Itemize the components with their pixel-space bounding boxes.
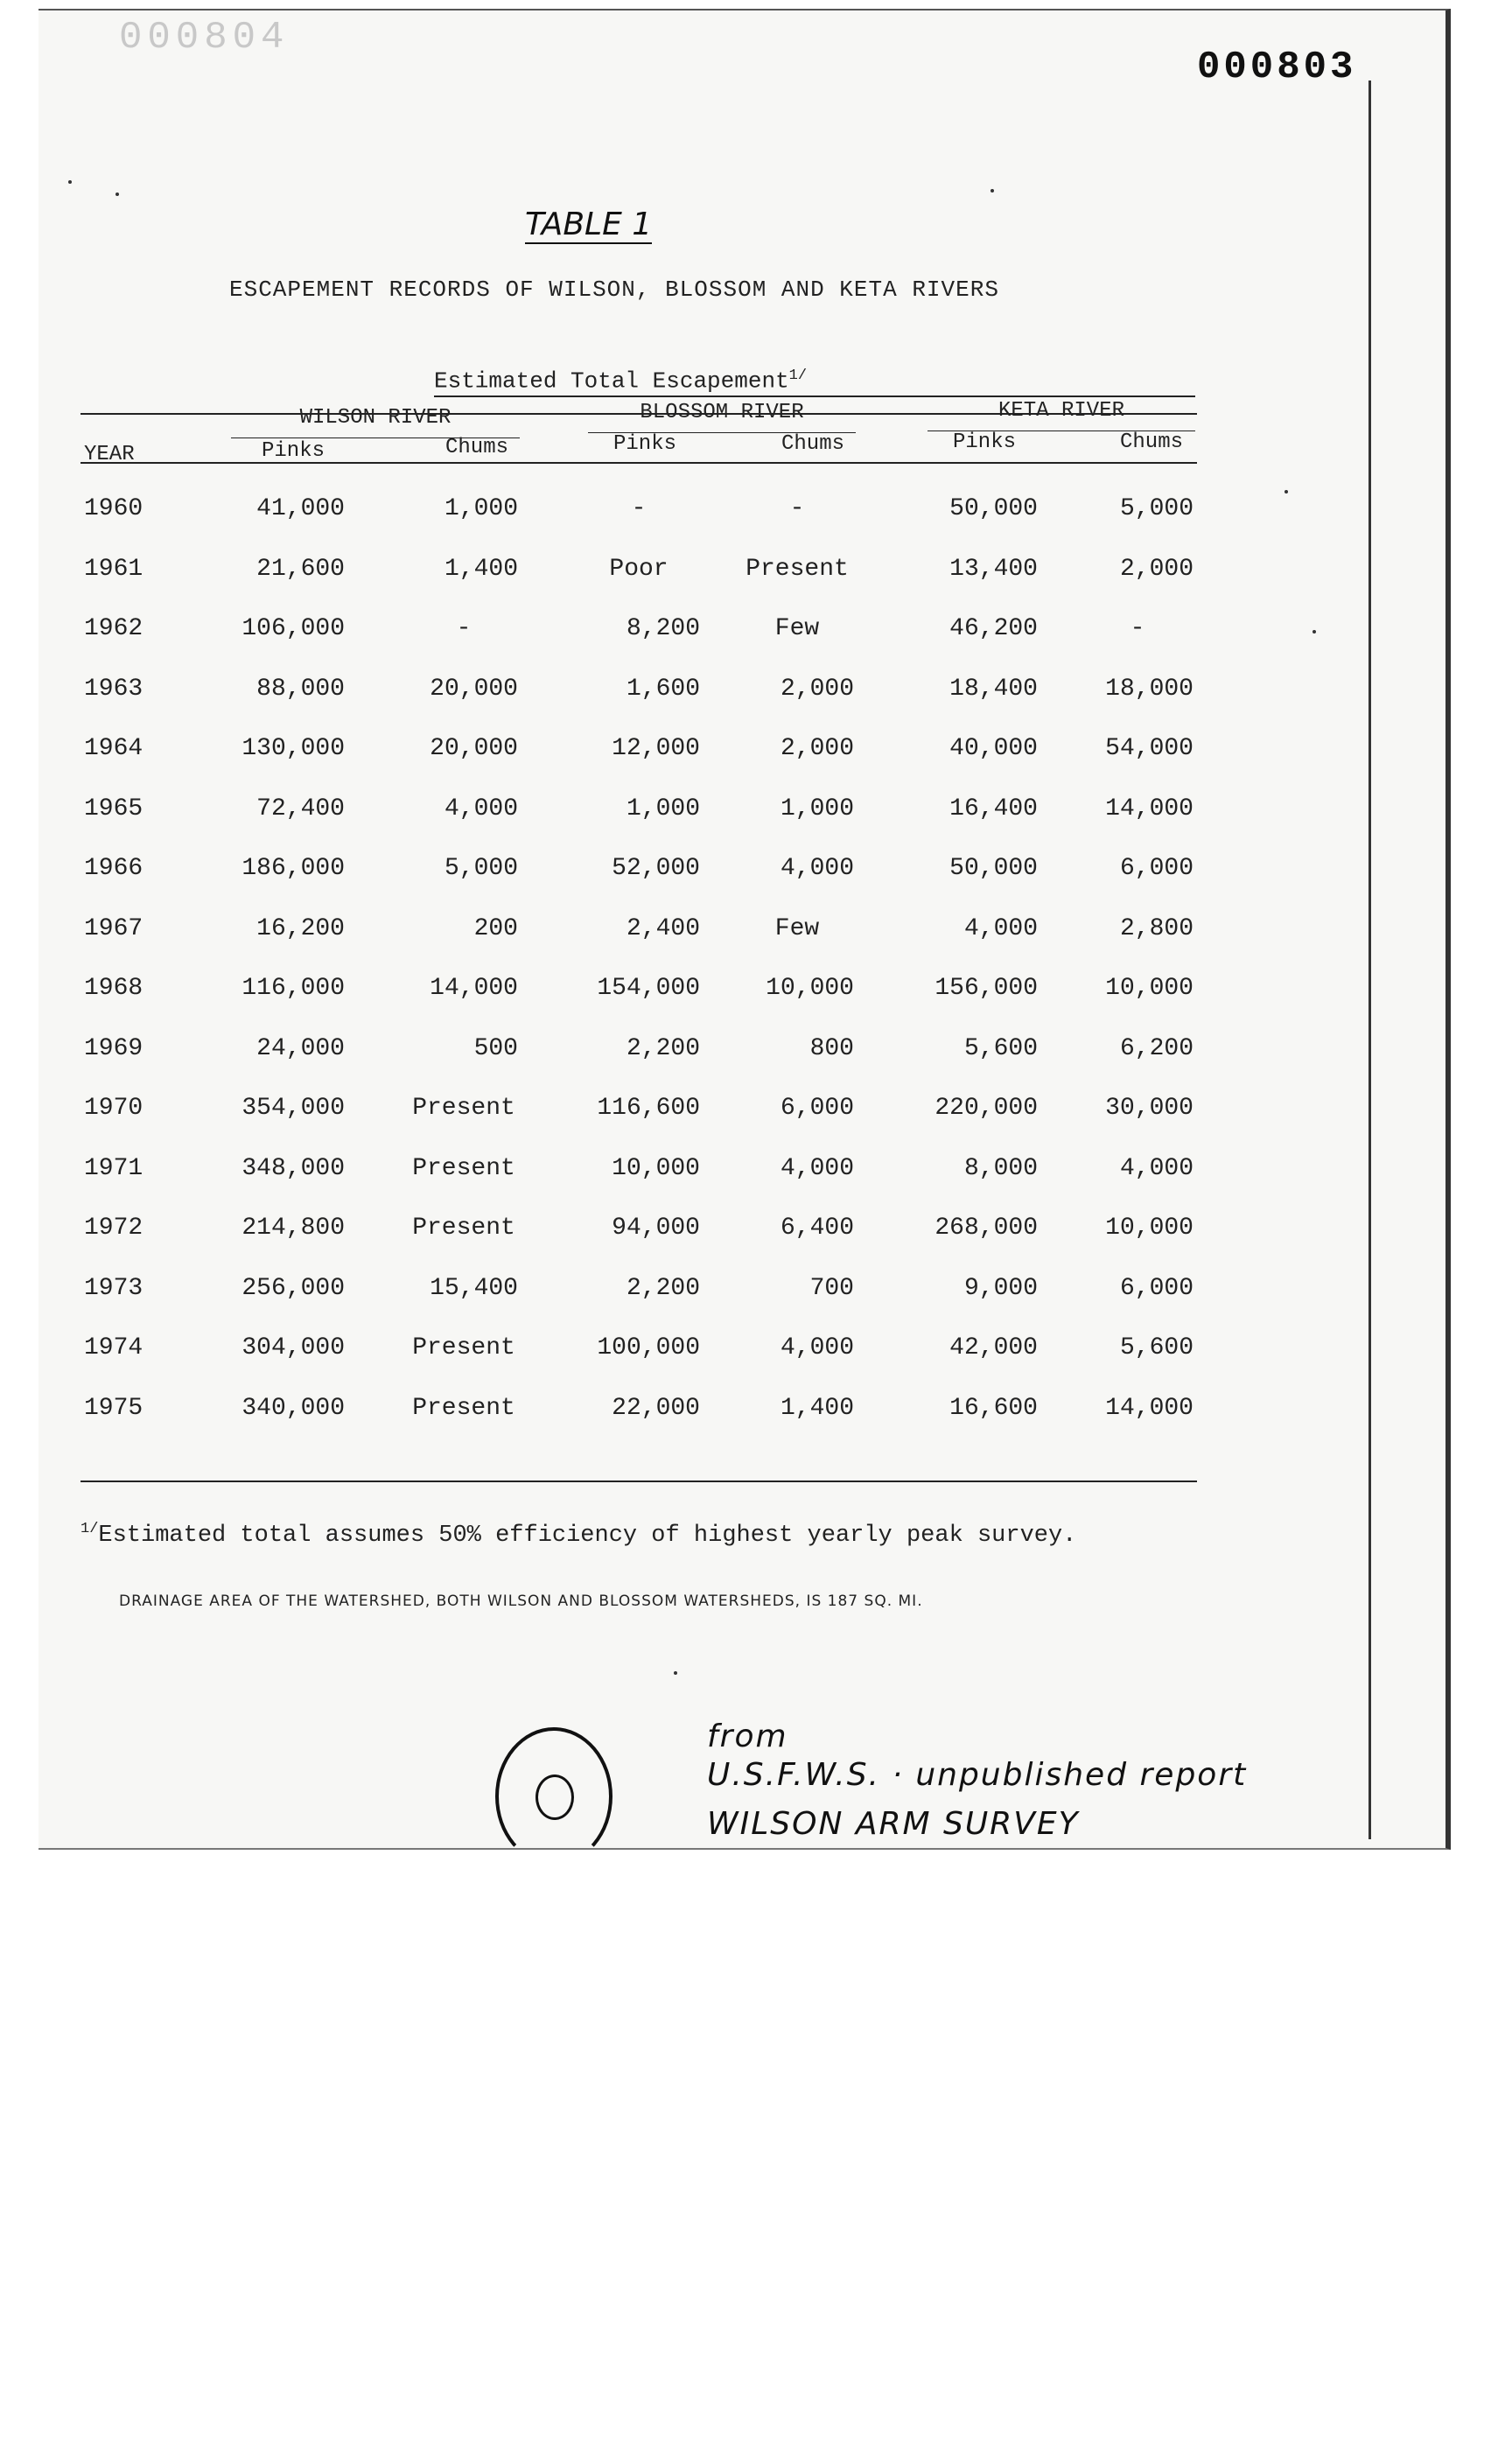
keta-pinks-cell: 16,400 — [949, 795, 1038, 822]
page-edge-line — [1368, 80, 1371, 1839]
scan-speck — [1284, 490, 1288, 494]
wilson-pinks-cell: 214,800 — [242, 1214, 345, 1242]
scan-speck — [116, 192, 119, 196]
year-cell: 1969 — [84, 1035, 144, 1062]
blossom-pinks-cell: 100,000 — [597, 1334, 700, 1362]
keta-pinks-cell: 42,000 — [949, 1334, 1038, 1362]
table-title: ESCAPEMENT RECORDS OF WILSON, BLOSSOM AND KETA RIVERS — [229, 276, 999, 303]
blossom-pinks-cell: 154,000 — [597, 975, 700, 1002]
drainage-area-note: DRAINAGE AREA OF THE WATERSHED, BOTH WILSON AND BLOSSOM WATERSHEDS, IS 187 SQ. MI. — [119, 1592, 923, 1610]
keta-pinks-header: Pinks — [952, 430, 1016, 454]
blossom-chums-cell: 4,000 — [780, 855, 854, 882]
estimated-total-heading: Estimated Total Escapement$^{1/}$ — [434, 368, 808, 395]
blossom-pinks-cell: 1,600 — [626, 676, 700, 703]
wilson-chums-cell: 20,000 — [430, 735, 518, 762]
blossom-chums-cell: 6,000 — [780, 1095, 854, 1122]
keta-chums-cell: 6,000 — [1119, 1275, 1194, 1302]
wilson-chums-cell: 4,000 — [444, 795, 518, 822]
page-number: 000803 — [1197, 46, 1357, 89]
year-cell: 1961 — [84, 556, 144, 583]
year-cell: 1972 — [84, 1214, 144, 1242]
blossom-chums-cell: Few — [774, 915, 820, 942]
blossom-chums-cell: 6,400 — [780, 1214, 854, 1242]
blossom-pinks-cell: 1,000 — [626, 795, 700, 822]
wilson-chums-cell: 14,000 — [430, 975, 518, 1002]
wilson-pinks-cell: 21,600 — [256, 556, 345, 583]
scan-speck — [1312, 630, 1316, 634]
blossom-pinks-cell: 2,200 — [626, 1275, 700, 1302]
year-cell: 1962 — [84, 615, 144, 642]
keta-chums-cell: 14,000 — [1105, 795, 1194, 822]
keta-pinks-cell: 220,000 — [934, 1095, 1038, 1122]
wilson-chums-header: Chums — [444, 436, 508, 459]
blossom-pinks-cell: 8,200 — [626, 615, 700, 642]
faded-page-number: 000804 — [119, 16, 290, 60]
keta-river-header: KETA RIVER — [998, 399, 1125, 423]
blossom-pinks-cell: 94,000 — [612, 1214, 700, 1242]
wilson-chums-cell: Present — [412, 1334, 515, 1362]
footnote: $^{1/}$Estimated total assumes 50% efficiency of highest yearly peak survey. — [80, 1521, 1077, 1549]
keta-pinks-cell: 16,600 — [949, 1395, 1038, 1422]
blossom-pinks-cell: 116,600 — [597, 1095, 700, 1122]
keta-pinks-cell: 50,000 — [949, 495, 1038, 522]
header-rule-top — [434, 396, 1195, 397]
wilson-pinks-cell: 348,000 — [242, 1155, 345, 1182]
keta-chums-cell: 2,000 — [1119, 556, 1194, 583]
keta-pinks-cell: 156,000 — [934, 975, 1038, 1002]
wilson-chums-cell: 1,000 — [444, 495, 518, 522]
scan-speck — [674, 1671, 677, 1675]
year-cell: 1974 — [84, 1334, 144, 1362]
blossom-pinks-header: Pinks — [612, 432, 676, 456]
wilson-pinks-cell: 304,000 — [242, 1334, 345, 1362]
wilson-pinks-cell: 72,400 — [256, 795, 345, 822]
scan-speck — [68, 180, 72, 184]
wilson-pinks-cell: 340,000 — [242, 1395, 345, 1422]
year-cell: 1970 — [84, 1095, 144, 1122]
wilson-pinks-cell: 186,000 — [242, 855, 345, 882]
blossom-chums-cell: 1,400 — [780, 1395, 854, 1422]
blossom-pinks-cell: 10,000 — [612, 1155, 700, 1182]
wilson-chums-cell: 20,000 — [430, 676, 518, 703]
scan-speck — [990, 189, 994, 192]
keta-pinks-cell: 5,600 — [963, 1035, 1038, 1062]
year-cell: 1964 — [84, 735, 144, 762]
handwritten-from: from — [707, 1718, 788, 1754]
keta-chums-cell: 54,000 — [1105, 735, 1194, 762]
year-cell: 1963 — [84, 676, 144, 703]
blossom-chums-cell: 4,000 — [780, 1334, 854, 1362]
keta-chums-cell: 4,000 — [1119, 1155, 1194, 1182]
blossom-pinks-cell: Poor — [609, 556, 668, 583]
keta-chums-cell: - — [1130, 615, 1145, 642]
year-cell: 1971 — [84, 1155, 144, 1182]
keta-chums-cell: 10,000 — [1105, 1214, 1194, 1242]
handwritten-source: U.S.F.W.S. · unpublished report — [707, 1757, 1248, 1793]
wilson-pinks-cell: 130,000 — [242, 735, 345, 762]
keta-pinks-cell: 9,000 — [963, 1275, 1038, 1302]
keta-chums-cell: 14,000 — [1105, 1395, 1194, 1422]
blossom-chums-cell: 1,000 — [780, 795, 854, 822]
keta-chums-header: Chums — [1119, 430, 1183, 454]
blossom-chums-cell: 700 — [809, 1275, 854, 1302]
year-cell: 1973 — [84, 1275, 144, 1302]
blossom-chums-header: Chums — [780, 432, 844, 456]
blossom-river-header: BLOSSOM RIVER — [640, 401, 804, 424]
wilson-pinks-cell: 88,000 — [256, 676, 345, 703]
wilson-pinks-cell: 106,000 — [242, 615, 345, 642]
wilson-chums-cell: 500 — [473, 1035, 518, 1062]
blossom-pinks-cell: 12,000 — [612, 735, 700, 762]
circle-mark-inner — [536, 1774, 574, 1820]
blossom-chums-cell: 4,000 — [780, 1155, 854, 1182]
wilson-chums-cell: Present — [412, 1095, 515, 1122]
keta-pinks-cell: 50,000 — [949, 855, 1038, 882]
table-bottom-rule — [80, 1480, 1197, 1482]
wilson-chums-cell: 200 — [473, 915, 518, 942]
wilson-pinks-cell: 41,000 — [256, 495, 345, 522]
keta-chums-cell: 5,600 — [1119, 1334, 1194, 1362]
wilson-chums-cell: 5,000 — [444, 855, 518, 882]
keta-chums-cell: 5,000 — [1119, 495, 1194, 522]
keta-chums-cell: 18,000 — [1105, 676, 1194, 703]
blossom-chums-cell: Present — [746, 556, 849, 583]
year-column-header: YEAR — [84, 443, 135, 466]
wilson-river-header: WILSON RIVER — [299, 406, 452, 430]
blossom-chums-cell: 2,000 — [780, 735, 854, 762]
keta-chums-cell: 6,200 — [1119, 1035, 1194, 1062]
wilson-pinks-cell: 256,000 — [242, 1275, 345, 1302]
year-cell: 1965 — [84, 795, 144, 822]
handwritten-survey: WILSON ARM SURVEY — [707, 1806, 1080, 1841]
wilson-pinks-cell: 116,000 — [242, 975, 345, 1002]
blossom-chums-cell: - — [789, 495, 805, 522]
keta-pinks-cell: 13,400 — [949, 556, 1038, 583]
blossom-pinks-cell: 2,200 — [626, 1035, 700, 1062]
year-cell: 1975 — [84, 1395, 144, 1422]
keta-chums-cell: 10,000 — [1105, 975, 1194, 1002]
wilson-pinks-header: Pinks — [261, 439, 325, 463]
year-cell: 1966 — [84, 855, 144, 882]
blossom-chums-cell: 800 — [809, 1035, 854, 1062]
wilson-chums-cell: 15,400 — [430, 1275, 518, 1302]
blossom-chums-cell: 2,000 — [780, 676, 854, 703]
keta-pinks-cell: 268,000 — [934, 1214, 1038, 1242]
keta-chums-cell: 6,000 — [1119, 855, 1194, 882]
blossom-pinks-cell: - — [631, 495, 647, 522]
wilson-chums-cell: 1,400 — [444, 556, 518, 583]
blossom-pinks-cell: 52,000 — [612, 855, 700, 882]
blossom-pinks-cell: 22,000 — [612, 1395, 700, 1422]
keta-pinks-cell: 18,400 — [949, 676, 1038, 703]
year-cell: 1960 — [84, 495, 144, 522]
keta-pinks-cell: 4,000 — [963, 915, 1038, 942]
blossom-chums-cell: Few — [774, 615, 820, 642]
keta-pinks-cell: 40,000 — [949, 735, 1038, 762]
keta-pinks-cell: 46,200 — [949, 615, 1038, 642]
blossom-pinks-cell: 2,400 — [626, 915, 700, 942]
keta-chums-cell: 30,000 — [1105, 1095, 1194, 1122]
wilson-chums-cell: Present — [412, 1155, 515, 1182]
wilson-chums-cell: Present — [412, 1395, 515, 1422]
wilson-chums-cell: Present — [412, 1214, 515, 1242]
wilson-pinks-cell: 16,200 — [256, 915, 345, 942]
keta-pinks-cell: 8,000 — [963, 1155, 1038, 1182]
wilson-pinks-cell: 354,000 — [242, 1095, 345, 1122]
table-label: TABLE 1 — [525, 206, 653, 242]
blossom-chums-cell: 10,000 — [766, 975, 854, 1002]
year-cell: 1967 — [84, 915, 144, 942]
wilson-pinks-cell: 24,000 — [256, 1035, 345, 1062]
year-cell: 1968 — [84, 975, 144, 1002]
keta-chums-cell: 2,800 — [1119, 915, 1194, 942]
wilson-chums-cell: - — [456, 615, 472, 642]
